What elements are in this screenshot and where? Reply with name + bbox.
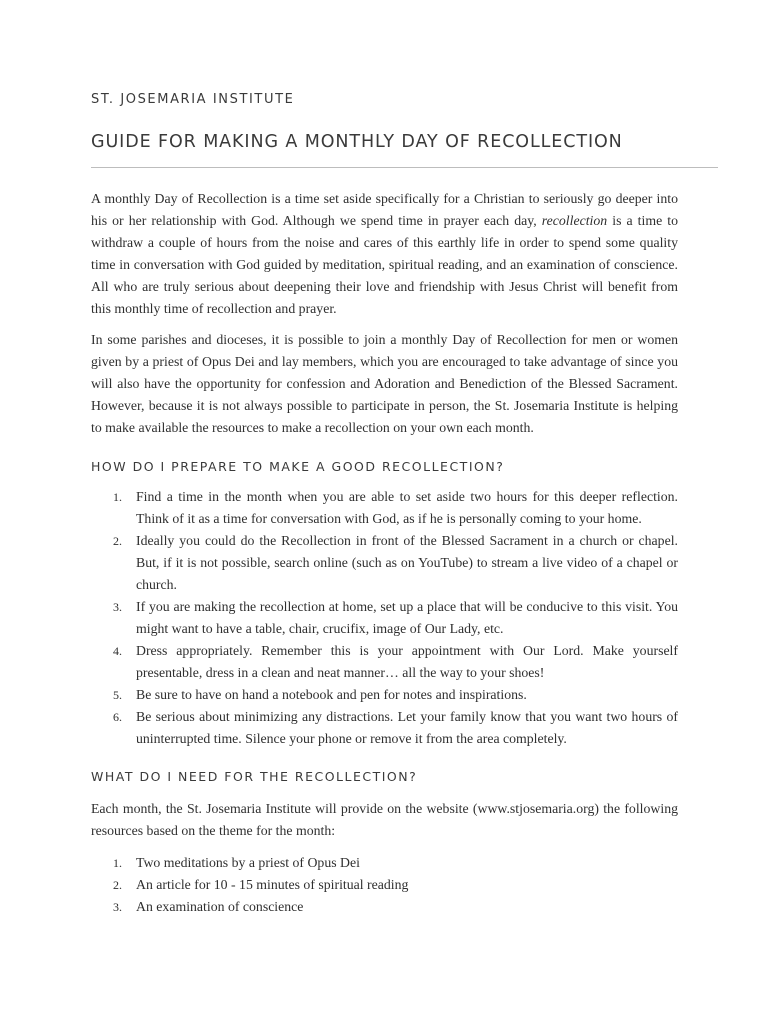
header-divider: [91, 167, 718, 168]
list-item: [91, 896, 678, 918]
intro-paragraph-2: In some parishes and dioceses, it is possible to join a monthly Day of Recollection for men or women given by a priest of Opus Dei and lay members, which you are encouraged to take advantage of since you will also have the opportunity for confession and Adoration and Benediction of the Blessed Sacrament. However, because it is not always possible to participate in person, the St. Josemaria Institute is helping to make available the resources to make a recollection on your own each month.: [91, 332, 678, 435]
document-body: [91, 188, 678, 918]
list-item-text: An examination of conscience: [136, 899, 304, 914]
list-item: [91, 596, 678, 640]
list-item: [91, 684, 678, 706]
list-number: 6.: [113, 710, 122, 724]
list-number: 1.: [113, 856, 122, 870]
list-item: [91, 640, 678, 684]
list-number: 2.: [113, 534, 122, 548]
organization-name: ST. JOSEMARIA INSTITUTE: [91, 92, 295, 107]
prepare-heading: HOW DO I PREPARE TO MAKE A GOOD RECOLLECTION?: [91, 459, 505, 474]
list-item: [91, 486, 678, 530]
need-intro-paragraph: Each month, the St. Josemaria Institute will provide on the website (www.stjosemaria.org) the following resources based on the theme for the month:: [91, 801, 678, 838]
list-item-text: If you are making the recollection at home, set up a place that will be conducive to this visit. You might want to have a table, chair, crucifix, image of Our Lady, etc.: [136, 599, 678, 636]
list-number: 2.: [113, 878, 122, 892]
list-item-text: An article for 10 - 15 minutes of spiritual reading: [136, 877, 409, 892]
list-item: [91, 706, 678, 750]
list-item: [91, 530, 678, 596]
list-item-text: Ideally you could do the Recollection in front of the Blessed Sacrament in a church or chapel. But, if it is not possible, search online (such as on YouTube) to stream a live video of a chapel or church.: [136, 533, 678, 592]
list-item: [91, 852, 678, 874]
page-title: GUIDE FOR MAKING A MONTHLY DAY OF RECOLLECTION: [91, 131, 623, 152]
intro-paragraph-1: [91, 188, 678, 320]
prepare-list: [91, 486, 678, 750]
list-number: 3.: [113, 600, 122, 614]
need-heading: WHAT DO I NEED FOR THE RECOLLECTION?: [91, 769, 418, 784]
list-item-text: Be serious about minimizing any distractions. Let your family know that you want two hours of uninterrupted time. Silence your phone or remove it from the area completely.: [136, 709, 678, 746]
intro-text-start: A monthly Day of Recollection is a time set aside specifically for a Christian to seriously go deeper into his or her relationship with God. Although we spend time in prayer each day,: [91, 191, 678, 228]
intro-text-end: is a time to withdraw a couple of hours from the noise and cares of this earthly life in order to spend some quality time in conversation with God guided by meditation, spiritual reading, and an examination of conscience. All who are truly serious about deepening their love and friendship with Jesus Christ will benefit from this monthly time of recollection and prayer.: [91, 213, 678, 316]
list-number: 4.: [113, 644, 122, 658]
list-item-text: Two meditations by a priest of Opus Dei: [136, 855, 360, 870]
resources-list: [91, 852, 678, 918]
list-number: 3.: [113, 900, 122, 914]
list-item-text: Dress appropriately. Remember this is your appointment with Our Lord. Make yourself presentable, dress in a clean and neat manner… all the way to your shoes!: [136, 643, 678, 680]
list-number: 1.: [113, 490, 122, 504]
recollection-emphasis: recollection: [541, 213, 608, 228]
list-item: [91, 874, 678, 896]
list-item-text: Find a time in the month when you are able to set aside two hours for this deeper reflection. Think of it as a time for conversation with God, as if he is personally coming to your home.: [136, 489, 678, 526]
list-number: 5.: [113, 688, 122, 702]
list-item-text: Be sure to have on hand a notebook and pen for notes and inspirations.: [136, 687, 527, 702]
